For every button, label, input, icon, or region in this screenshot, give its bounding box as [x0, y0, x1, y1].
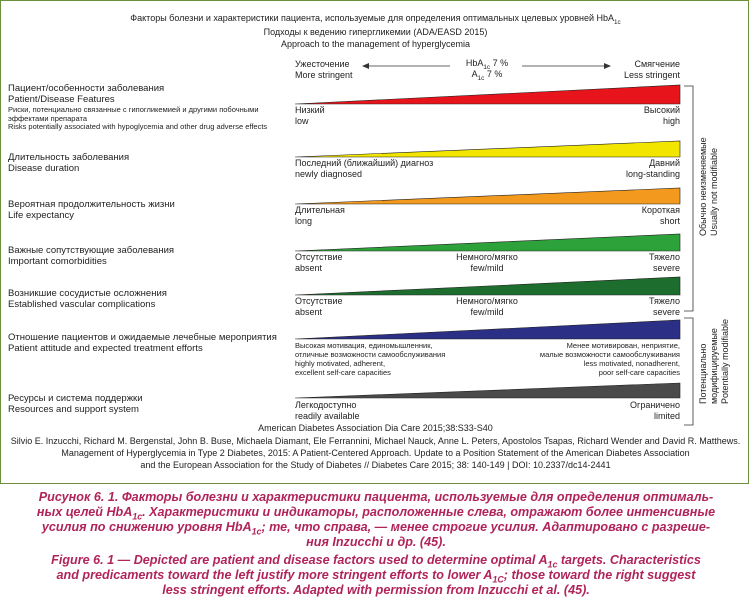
arrow-right-icon: [604, 63, 611, 69]
row2-right: Короткая short: [641, 205, 680, 226]
caption-en: Figure 6. 1 — Depicted are patient and disease factors used to determine optimal $A_{1c}$ targets. Characteristics and predicaments toward the left justify more stringent efforts to lower $A_{1C}$; those toward the right suggest less stringent efforts. Adapted with permission from Inzucchi et al. (45).: [51, 553, 701, 597]
citation-line-2: Silvio E. Inzucchi, Richard M. Bergenstal, John B. Buse, Michaela Diamant, Ele Ferrannini, Michael Nauck, Anne L. Peters, Apostolos Tsapas, Richard Wender and David R. Matthews.: [10, 436, 741, 446]
arrow-left-icon: [362, 63, 369, 69]
scale-right-label: Смягчение Less stringent: [623, 59, 680, 80]
scale-left-label: Ужесточение More stringent: [295, 59, 353, 80]
wedge-row-6: [295, 383, 680, 398]
row-label-patient-attitude: Отношение пациентов и ожидаемые лечебные мероприятия Patient attitude and expected treatment efforts: [8, 332, 277, 354]
row-label-vascular: Возникшие сосудистые осложнения Established vascular complications: [8, 288, 167, 310]
row-label-life-expectancy: Вероятная продолжительность жизни Life expectancy: [8, 199, 175, 221]
row-label-comorbidities: Важные сопутствующие заболевания Important comorbidities: [8, 245, 175, 267]
bracket-modifiable: [684, 318, 693, 425]
bracket-not-modifiable: [684, 86, 693, 311]
row1-right: Давний long-standing: [625, 158, 680, 179]
wedge-row-5: [295, 320, 680, 339]
wedge-row-1: [295, 141, 680, 157]
citation-line-1: American Diabetes Association Dia Care 2015;38:S33-S40: [258, 423, 493, 433]
figure-subtitle-ru: Подходы к ведению гипергликемии (ADA/EASD 2015): [263, 27, 488, 37]
row0-right: Высокий high: [643, 105, 680, 126]
figure-subtitle-en: Approach to the management of hyperglycemia: [280, 39, 471, 49]
row3-right: Тяжело severe: [649, 252, 680, 273]
row4-right: Тяжело severe: [649, 296, 680, 317]
scale-center-label: HbA$_{1c}$ 7 % $A_{1c}$ 7 %: [465, 58, 509, 82]
row4-mid: Немного/мягко few/mild: [456, 296, 518, 317]
row0-left: Низкий low: [295, 105, 325, 126]
citation-line-3: Management of Hyperglycemia in Type 2 Diabetes, 2015: A Patient-Centered Approach. Update to a Position Statement of the American Diabetes Association: [61, 448, 690, 458]
wedge-row-2: [295, 188, 680, 204]
row6-right: Ограничено limited: [630, 400, 680, 421]
wedge-row-3: [295, 234, 680, 251]
row3-mid: Немного/мягко few/mild: [456, 252, 518, 273]
side-label-not-modifiable: Обычно неизменяемые Usually not modifiable: [698, 137, 719, 236]
wedge-row-4: [295, 277, 680, 295]
row4-left: Отсутствие absent: [295, 296, 343, 317]
row5-right: Менее мотивирован, неприятие, малые возможности самообслуживания less motivated, nonadherent, poor self-care capacities: [539, 341, 680, 377]
wedge-row-0: [295, 85, 680, 104]
row6-left: Легкодоступно readily available: [295, 400, 360, 421]
caption-ru: Рисунок 6. 1. Факторы болезни и характеристики пациента, используемые для определения оптималь- ных целей HbA$_{1c}$. Характеристики и индикаторы, расположенные слева, отражают более интенсивные усилия по снижению уровня HbA$_{1c}$; те, что справа, — менее строгие усилия. Адаптировано с разреше- ния Inzucchi и др. (45).: [36, 490, 716, 549]
side-label-modifiable: Потенциально модифицируемые Potentially modifiable: [698, 318, 730, 404]
figure-title: Факторы болезни и характеристики пациента, используемые для определения оптимальных целевых уровней HbA$_{1c}$: [130, 13, 621, 26]
row1-left: Последний (ближайший) диагноз newly diagnosed: [295, 158, 434, 179]
row3-left: Отсутствие absent: [295, 252, 343, 273]
row-label-patient-features: Пациент/особенности заболевания Patient/Disease Features Риски, потенциально связанные с гипогликемией и другими побочными эффектами препарата Risks potentially associated with hypoglycemia and other drug adverse effects: [8, 83, 268, 131]
row5-left: Высокая мотивация, единомышленник, отличные возможности самообслуживания highly motivated, adherent, excellent self-care capacities: [295, 341, 446, 377]
row-label-resources: Ресурсы и система поддержки Resources and support system: [8, 393, 143, 415]
row-label-disease-duration: Длительность заболевания Disease duration: [8, 152, 130, 174]
row2-left: Длительная long: [295, 205, 345, 226]
citation-line-4: and the European Association for the Study of Diabetes // Diabetes Care 2015; 38: 140-149 | DOI: 10.2337/dc14-2441: [140, 460, 611, 470]
